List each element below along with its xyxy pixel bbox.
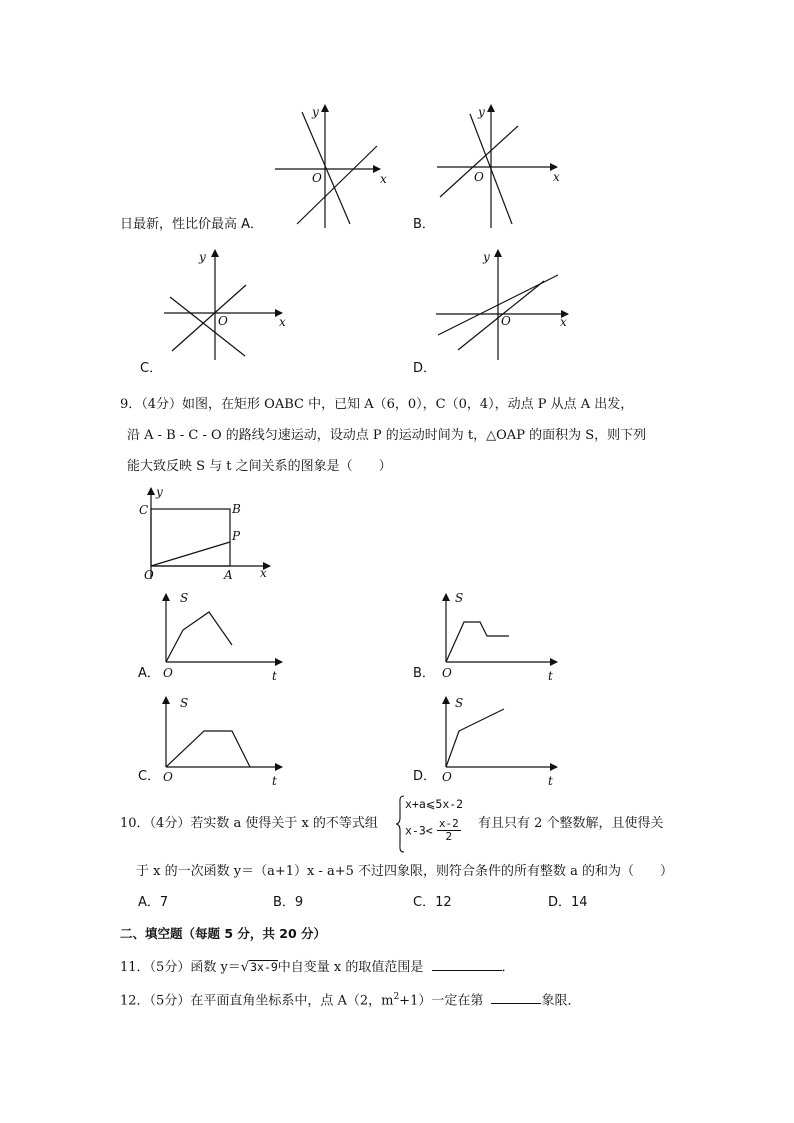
q10-choice-c: C．12 <box>413 895 452 910</box>
q10-text-suffix: 有且只有 2 个整数解，且使得关 <box>478 816 664 831</box>
q9-option-d-label: D． <box>413 769 437 784</box>
q9-rectangle-figure <box>136 484 276 584</box>
q9-text-line1: 9．（4分）如图，在矩形 OABC 中，已知 A（6，0），C（0，4），动点 P 从点 A 出发， <box>120 397 634 412</box>
q12-suffix: 象限． <box>541 993 581 1009</box>
q8-graph-b <box>432 100 567 232</box>
label-x: x <box>260 566 267 580</box>
q10-inequality-1: x+a⩽5x-2 <box>405 797 464 811</box>
q9-option-b-label: B． <box>413 666 435 681</box>
q10-choice-a: A．7 <box>138 895 169 910</box>
q10-text-line2: 于 x 的一次函数 y＝（a+1）x - a+5 不过四象限，则符合条件的所有整数 a 的和为（ ） <box>136 864 674 879</box>
q9-text-line2: 沿 A - B - C - O 的路线匀速运动，设动点 P 的运动时间为 t，△OAP 的面积为 S，则下列 <box>127 428 647 443</box>
line-1 <box>170 297 245 356</box>
o-label: O <box>163 666 173 680</box>
q12-middle: +1）一定在第 <box>399 993 484 1009</box>
q11-prefix: 11．（5分）函数 y＝ <box>120 960 241 975</box>
y-label: y <box>478 105 485 119</box>
y-label: y <box>199 250 206 264</box>
t-label: t <box>548 774 553 788</box>
q8-option-d-label: D． <box>413 361 437 376</box>
s-t-curve <box>446 709 504 767</box>
section-2-title: 二、填空题（每题 5 分，共 20 分） <box>120 926 327 941</box>
q9-option-c-label: C． <box>138 769 161 784</box>
q9-option-d-graph <box>440 693 565 788</box>
q9-option-a-label: A． <box>138 666 160 681</box>
q12-answer-blank[interactable] <box>491 991 541 1004</box>
q8-option-b-label: B． <box>413 217 435 232</box>
q8-graph-c <box>160 245 290 365</box>
q9-text-line3: 能大致反映 S 与 t 之间关系的图象是（ ） <box>127 459 392 474</box>
s-t-curve <box>166 612 232 662</box>
label-p: P <box>232 529 241 543</box>
y-label: y <box>312 105 319 119</box>
label-b: B <box>232 502 241 516</box>
line-1 <box>302 112 350 224</box>
label-c: C <box>139 503 149 517</box>
q9-option-b-graph <box>440 590 565 685</box>
x-label: x <box>380 172 387 186</box>
t-label: t <box>272 669 277 683</box>
s-label: S <box>180 696 189 710</box>
s-t-curve <box>166 731 250 767</box>
label-o: O <box>144 568 154 582</box>
y-label: y <box>483 250 490 264</box>
q10-ineq2-fraction <box>437 818 461 843</box>
label-y: y <box>156 485 163 499</box>
line-2 <box>172 285 246 351</box>
o-label: O <box>442 666 452 680</box>
q11-radicand: 3x-9 <box>250 960 278 974</box>
o-label: O <box>442 770 452 784</box>
origin-label: O <box>312 171 322 185</box>
q10-brace <box>395 794 405 854</box>
origin-label: O <box>218 314 228 328</box>
sqrt-sign: √ <box>240 960 250 975</box>
segment-op <box>151 542 230 566</box>
o-label: O <box>163 770 173 784</box>
rectangle-oabc <box>151 509 230 566</box>
q11-answer-blank[interactable] <box>432 958 502 971</box>
q11-end: ． <box>501 960 515 975</box>
origin-label: O <box>474 170 484 184</box>
q10-choice-b: B．9 <box>273 895 304 910</box>
q10-inequality-2 <box>405 818 461 843</box>
s-t-curve <box>446 622 509 662</box>
q11-line <box>120 958 515 976</box>
s-label: S <box>455 696 464 710</box>
q9-option-a-graph <box>160 590 290 685</box>
s-label: S <box>455 591 464 605</box>
q9-option-c-graph <box>160 693 290 788</box>
q8-graph-d <box>432 245 572 365</box>
q10-text-prefix: 10．（4分）若实数 a 使得关于 x 的不等式组 <box>120 816 378 831</box>
s-label: S <box>180 591 189 605</box>
q8-option-a-label: 日最新，性比价最高 A． <box>120 217 264 232</box>
q11-suffix: 中自变量 x 的取值范围是 <box>277 960 424 975</box>
q12-line <box>120 989 581 1009</box>
line-2 <box>297 146 377 224</box>
origin-label: O <box>501 314 511 328</box>
q10-choice-d: D．14 <box>548 895 588 910</box>
q10-ineq2-numerator: x-2 <box>438 817 459 830</box>
t-label: t <box>548 669 553 683</box>
x-label: x <box>560 315 567 329</box>
q10-ineq2-left: x-3< <box>405 823 433 838</box>
q10-ineq2-denominator: 2 <box>445 830 453 843</box>
x-label: x <box>279 315 286 329</box>
q12-exponent: 2 <box>393 992 400 1002</box>
label-a: A <box>224 568 233 582</box>
x-label: x <box>553 170 560 184</box>
t-label: t <box>272 774 277 788</box>
q8-option-c-label: C． <box>140 361 163 376</box>
q8-graph-a <box>270 100 390 232</box>
q12-prefix: 12．（5分）在平面直角坐标系中，点 A（2，m <box>120 993 394 1009</box>
